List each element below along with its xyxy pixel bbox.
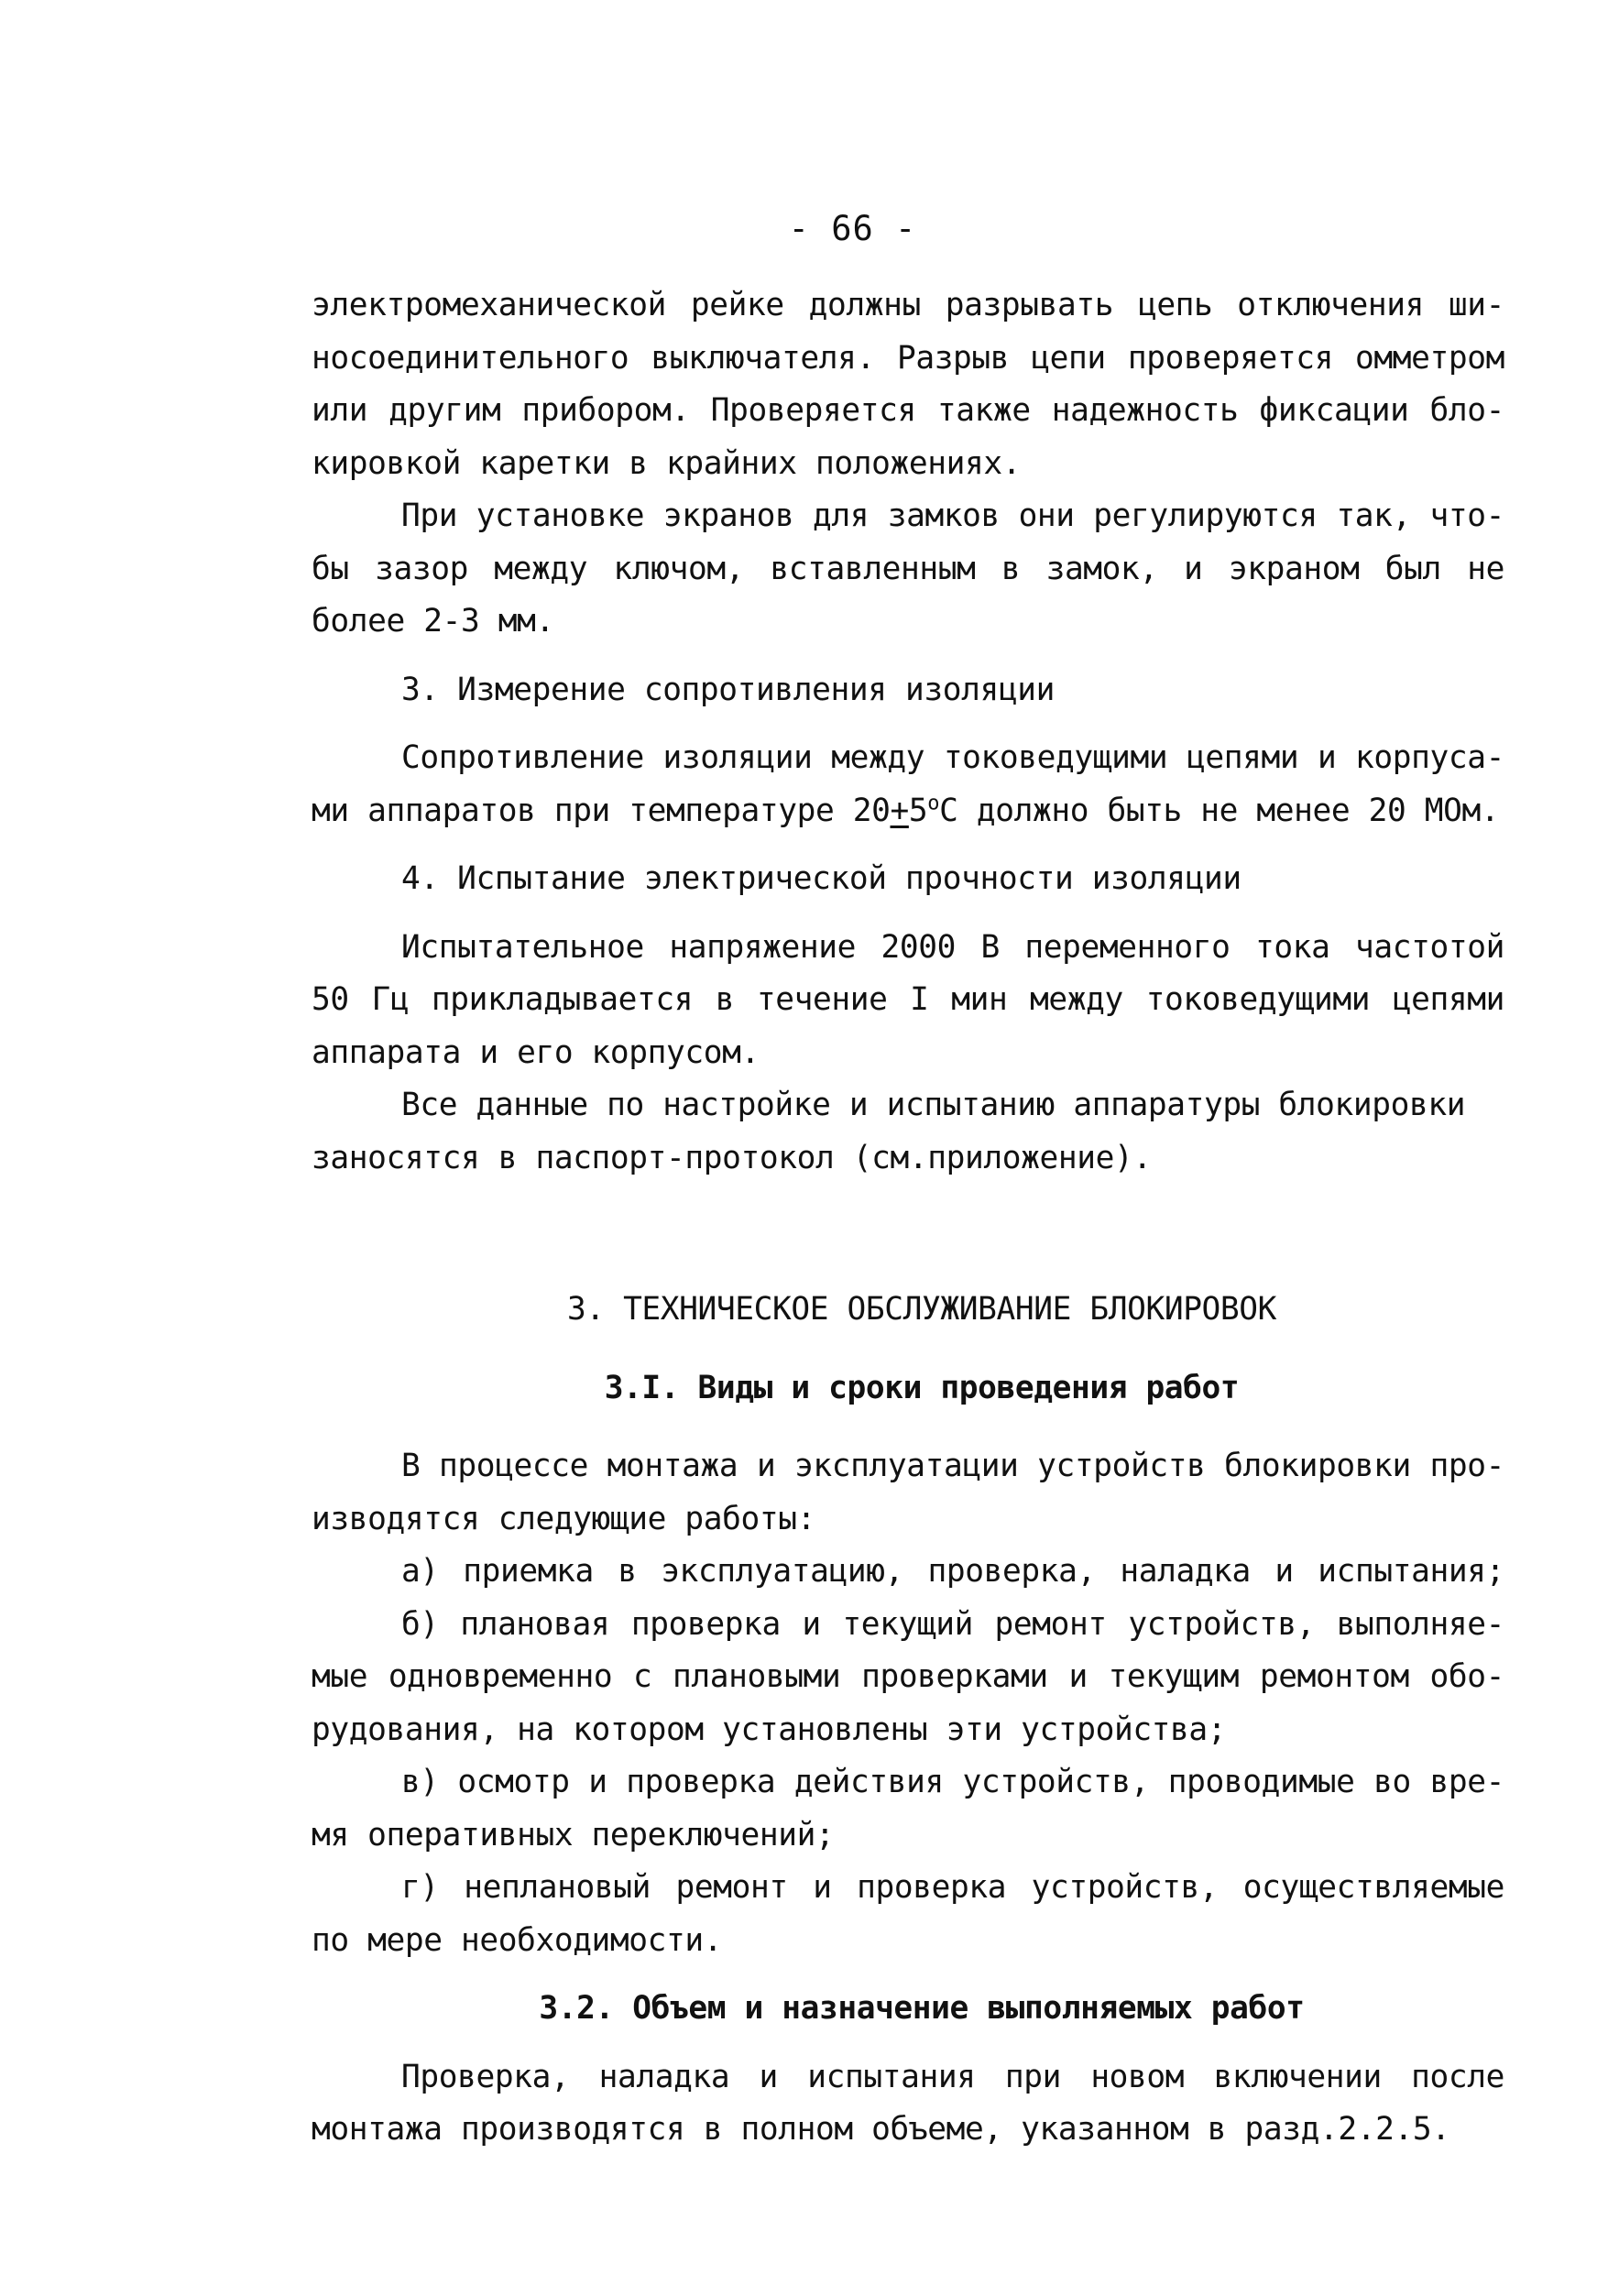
list-item-continued: мя оперативных переключений;	[312, 1816, 835, 1853]
list-item-continued: по мере необходимости.	[312, 1921, 723, 1959]
list-item: б) плановая проверка и текущий ремонт устройств, выполняе-	[401, 1605, 1504, 1643]
text-line: бы зазор между ключом, вставленным в замок, и экраном был не	[312, 550, 1504, 587]
text-line: изводятся следующие работы:	[312, 1500, 816, 1537]
item-heading-insulation-resistance: 3. Измерение сопротивления изоляции	[401, 671, 1055, 708]
text-line: 50 Гц прикладывается в течение I мин между токоведущими цепями	[312, 981, 1504, 1018]
plus-minus: +	[890, 792, 909, 829]
list-item: г) неплановый ремонт и проверка устройств, осуществляемые	[401, 1869, 1504, 1906]
text-line: аппарата и его корпусом.	[312, 1033, 760, 1071]
text-line: кировкой каретки в крайних положениях.	[312, 444, 1022, 482]
paragraph-rail-interlock	[312, 279, 1504, 490]
text-line: монтажа производятся в полном объеме, указанном в разд.2.2.5.	[312, 2111, 1450, 2148]
page-body	[312, 279, 1504, 2157]
text-line: Проверка, наладка и испытания при новом включении после	[401, 2058, 1504, 2095]
text-line: более 2-3 мм.	[312, 603, 554, 640]
text-line: При установке экранов для замков они регулируются так, что-	[401, 497, 1504, 534]
degree-sign: о	[927, 792, 940, 815]
paragraph-scope	[312, 2051, 1504, 2157]
paragraph-test-voltage	[312, 922, 1504, 1080]
text-line: или другим прибором. Проверяется также надежность фиксации бло-	[312, 392, 1504, 429]
text-line: носоединительного выключателя. Разрыв цепи проверяется омметром	[312, 339, 1504, 377]
subsection-title-scope: 3.2. Объем и назначение выполняемых работ	[539, 1990, 1305, 2027]
paragraph-passport-protocol	[312, 1079, 1504, 1185]
list-item: а) приемка в эксплуатацию, проверка, наладка и испытания;	[401, 1553, 1504, 1590]
text-line: Сопротивление изоляции между токоведущими цепями и корпуса-	[401, 739, 1504, 776]
text-line: ми аппаратов при температуре $20+5^оС$ должно быть не менее 20 МОм.	[312, 792, 1500, 829]
list-item: в) осмотр и проверка действия устройств, проводимые во вре-	[401, 1764, 1504, 1800]
page-number: - 66 -	[788, 209, 917, 248]
section-title: 3. ТЕХНИЧЕСКОЕ ОБСЛУЖИВАНИЕ БЛОКИРОВОК	[566, 1291, 1277, 1328]
text-line: электромеханической рейке должны разрывать цепь отключения ши-	[312, 287, 1504, 323]
paragraph-lock-screens	[312, 490, 1504, 649]
subsection-title-types-and-terms: 3.I. Виды и сроки проведения работ	[604, 1369, 1240, 1406]
text-line: В процессе монтажа и эксплуатации устройств блокировки про-	[401, 1448, 1504, 1484]
works-list	[312, 1546, 1504, 1967]
text-line: заносятся в паспорт-протокол (см.приложение).	[312, 1139, 1152, 1176]
paragraph-works-intro	[312, 1440, 1504, 1546]
text-line: Все данные по настройке и испытанию аппаратуры блокировки	[401, 1087, 1466, 1123]
list-item-continued: мые одновременно с плановыми проверками и текущим ремонтом обо-	[312, 1658, 1504, 1695]
list-item-continued: рудования, на котором установлены эти устройства;	[312, 1711, 1227, 1748]
paragraph-insulation-resistance	[312, 732, 1504, 837]
text-line: Испытательное напряжение 2000 В переменного тока частотой	[401, 928, 1504, 966]
item-heading-dielectric-strength: 4. Испытание электрической прочности изоляции	[401, 860, 1242, 897]
